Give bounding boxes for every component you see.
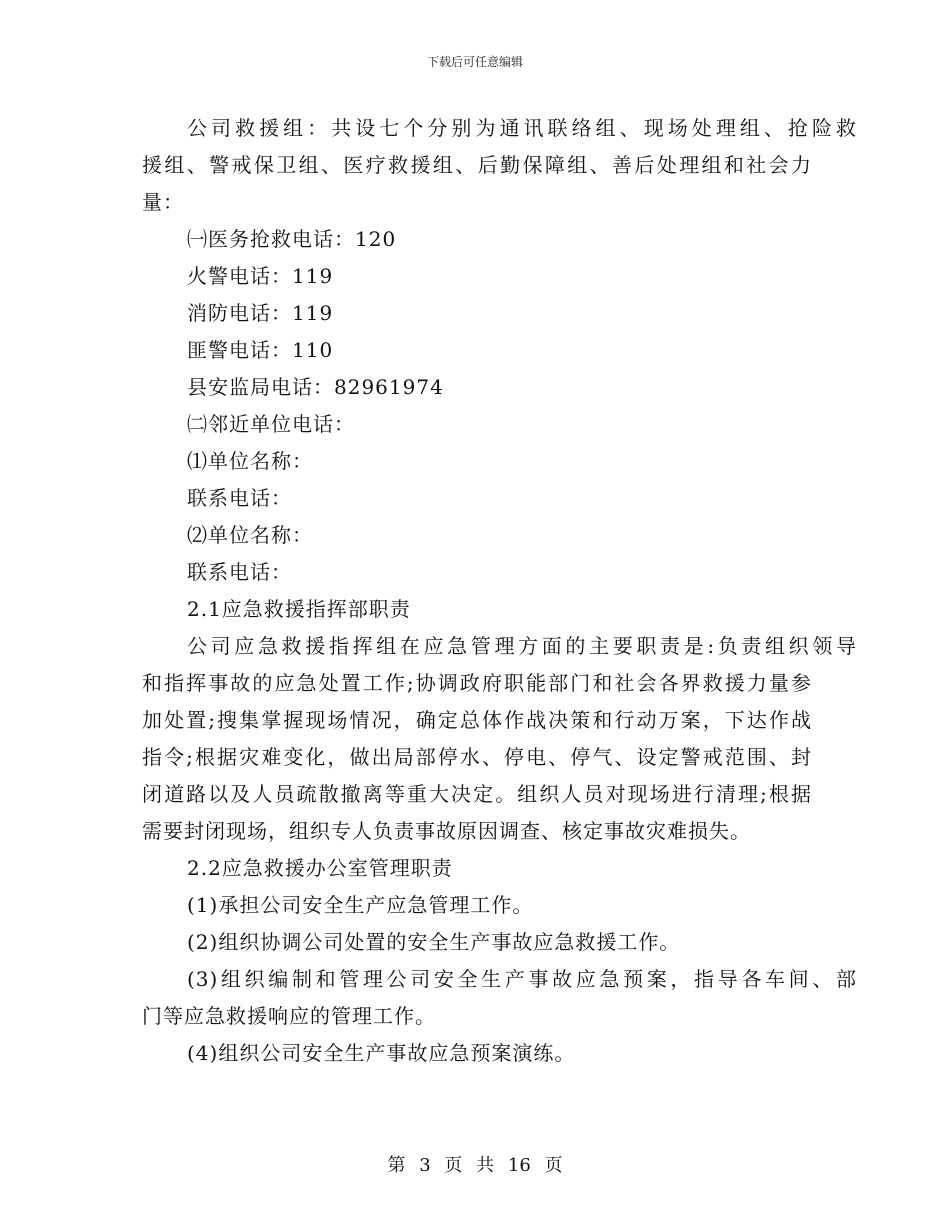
- page-header: 下载后可任意编辑: [426, 55, 523, 69]
- paragraph-line: 和指挥事故的应急处置工作;协调政府职能部门和社会各界救援力量参: [142, 671, 812, 695]
- footer-total-word: 共: [476, 1155, 495, 1176]
- list-item: (3)组织编制和管理公司安全生产事故应急预案，指导各车间、部: [187, 967, 857, 991]
- paragraph-line: 消防电话：119: [187, 301, 334, 325]
- paragraph-line: 联系电话：: [187, 560, 292, 584]
- footer-suffix: 页: [544, 1155, 563, 1176]
- paragraph-line: 火警电话：119: [187, 264, 334, 288]
- paragraph-line: ㈠医务抢救电话：120: [187, 227, 397, 251]
- footer-prefix: 第: [387, 1155, 406, 1176]
- footer-page-word: 页: [444, 1155, 463, 1176]
- section-heading: 2.2应急救援办公室管理职责: [187, 856, 453, 880]
- paragraph-line: 闭道路以及人员疏散撤离等重大决定。组织人员对现场进行清理;根据: [142, 782, 812, 806]
- paragraph-line: 公司应急救援指挥组在应急管理方面的主要职责是:负责组织领导: [187, 634, 857, 658]
- paragraph-line: 县安监局电话：82961974: [187, 375, 444, 399]
- paragraph-line: 联系电话：: [187, 486, 292, 510]
- paragraph-line: 公司救援组：共设七个分别为通讯联络组、现场处理组、抢险救: [187, 116, 857, 140]
- list-item-continuation: 门等应急救援响应的管理工作。: [142, 1004, 436, 1028]
- list-item: (2)组织协调公司处置的安全生产事故应急救援工作。: [187, 930, 681, 954]
- list-item: (1)承担公司安全生产应急管理工作。: [187, 893, 534, 917]
- paragraph-line: 指令;根据灾难变化，做出局部停水、停电、停气、设定警戒范围、封: [142, 745, 812, 769]
- paragraph-line: 援组、警戒保卫组、医疗救援组、后勤保障组、善后处理组和社会力: [142, 153, 812, 177]
- page-footer: [0, 1154, 950, 1178]
- paragraph-line: 匪警电话：110: [187, 338, 334, 362]
- section-heading: 2.1应急救援指挥部职责: [187, 597, 411, 621]
- total-pages-number: 16: [507, 1155, 531, 1176]
- paragraph-line: 加处置;搜集掌握现场情况，确定总体作战决策和行动万案，下达作战: [142, 708, 812, 732]
- list-item: (4)组织公司安全生产事故应急预案演练。: [187, 1041, 576, 1065]
- paragraph-line: 需要封闭现场，组织专人负责事故原因调查、核定事故灾难损失。: [142, 819, 751, 843]
- paragraph-line: 量：: [142, 190, 184, 214]
- current-page-number: 3: [419, 1155, 431, 1176]
- paragraph-line: ⑵单位名称：: [187, 523, 313, 547]
- paragraph-line: ⑴单位名称：: [187, 449, 313, 473]
- paragraph-line: ㈡邻近单位电话：: [187, 412, 355, 436]
